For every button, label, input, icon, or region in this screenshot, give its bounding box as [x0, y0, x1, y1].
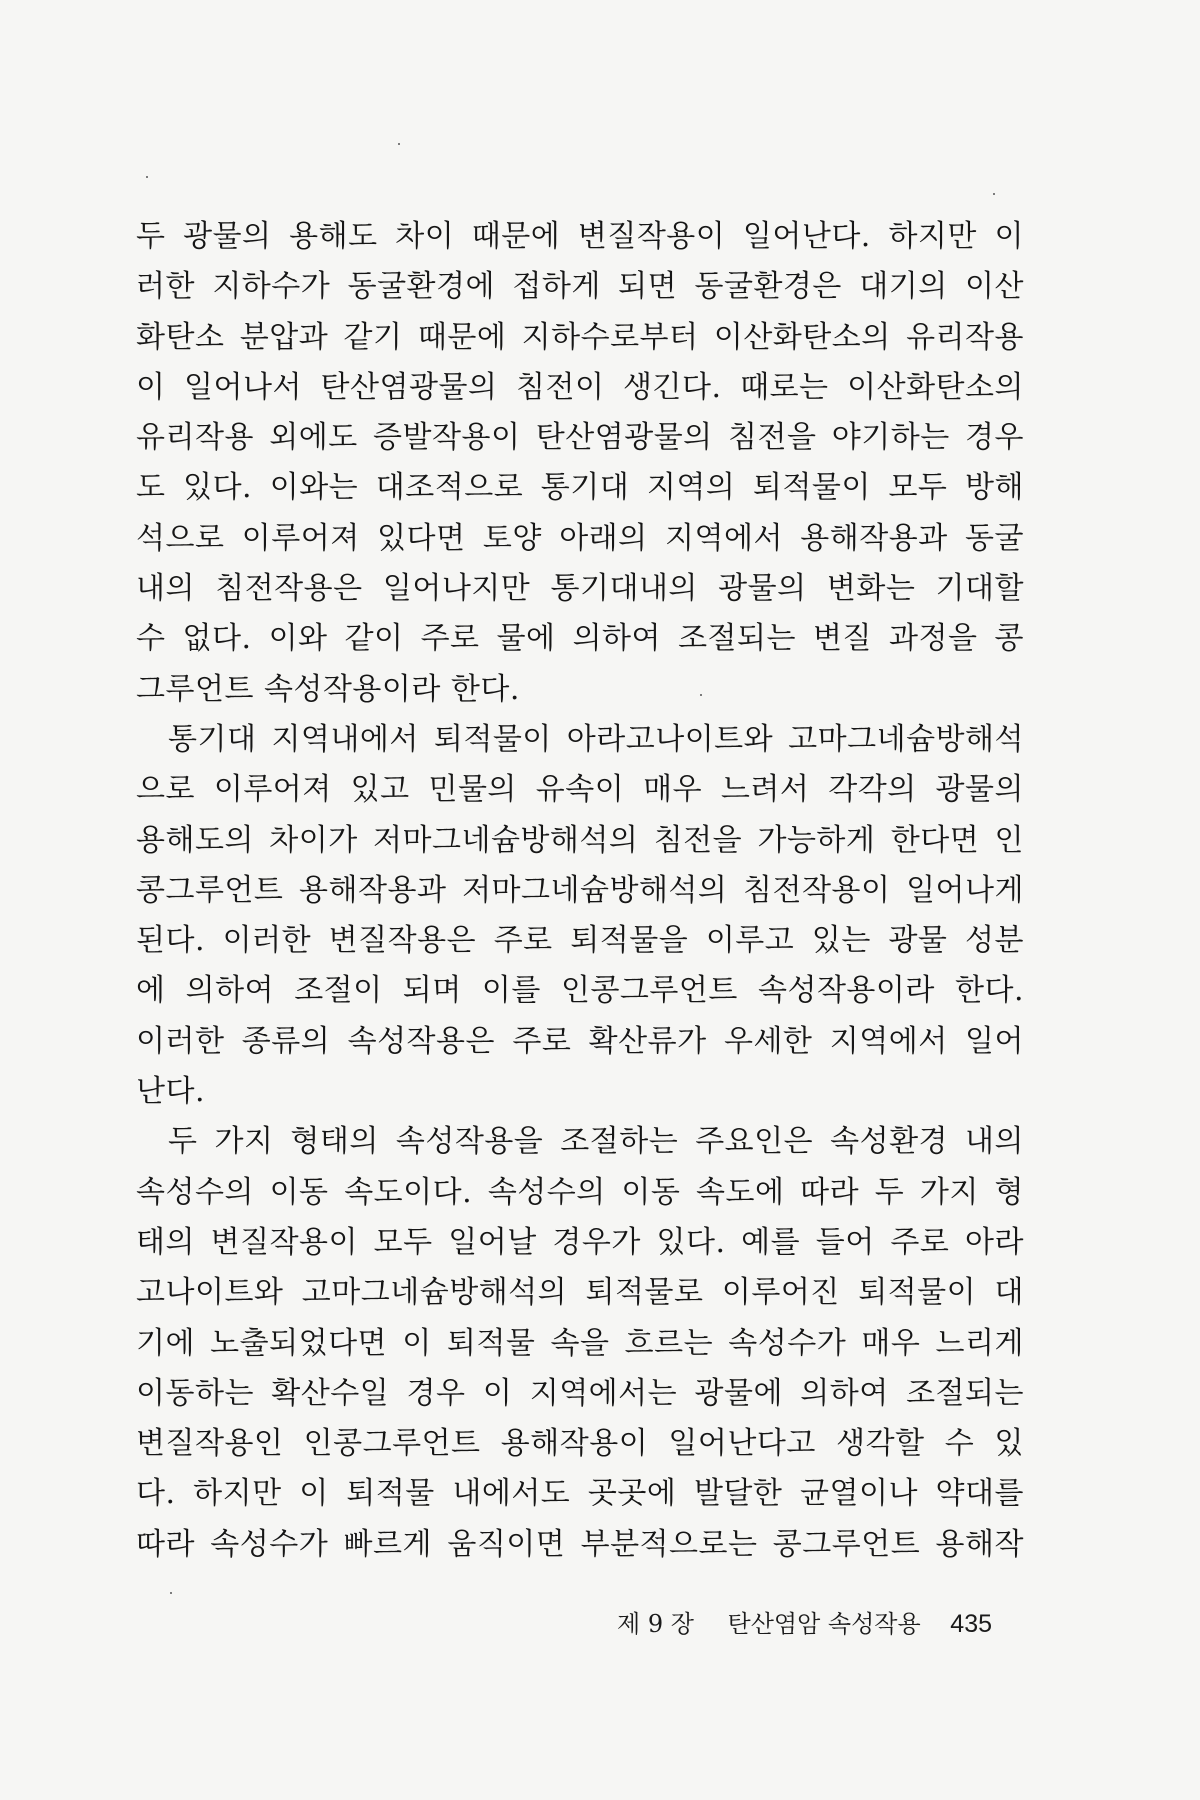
- scan-speck: [146, 176, 148, 178]
- text-line: 수 없다. 이와 같이 주로 물에 의하여 조절되는 변질 과정을 콩: [136, 621, 1024, 657]
- text-line: 그루언트 속성작용이라 한다.: [136, 671, 520, 707]
- text-line: 변질작용인 인콩그루언트 용해작용이 일어난다고 생각할 수 있: [136, 1426, 1024, 1462]
- chapter-title: 탄산염암 속성작용: [727, 1610, 921, 1638]
- scan-speck: [170, 1592, 172, 1594]
- text-line: 으로 이루어져 있고 민물의 유속이 매우 느려서 각각의 광물의: [136, 772, 1024, 808]
- text-line: 이 일어나서 탄산염광물의 침전이 생긴다. 때로는 이산화탄소의: [136, 369, 1024, 405]
- text-line: 이동하는 확산수일 경우 이 지역에서는 광물에 의하여 조절되는: [136, 1375, 1024, 1411]
- text-line: 두 가지 형태의 속성작용을 조절하는 주요인은 속성환경 내의: [168, 1124, 1024, 1160]
- text-line: 된다. 이러한 변질작용은 주로 퇴적물을 이루고 있는 광물 성분: [136, 923, 1024, 959]
- body-text: [136, 212, 1024, 1570]
- page-number: 435: [950, 1610, 993, 1638]
- text-line: 다. 하지만 이 퇴적물 내에서도 곳곳에 발달한 균열이나 약대를: [136, 1476, 1024, 1512]
- text-line: 태의 변질작용이 모두 일어날 경우가 있다. 예를 들어 주로 아라: [136, 1224, 1024, 1260]
- text-line: 석으로 이루어져 있다면 토양 아래의 지역에서 용해작용과 동굴: [136, 520, 1024, 556]
- text-line: 이러한 종류의 속성작용은 주로 확산류가 우세한 지역에서 일어: [136, 1023, 1024, 1059]
- text-line: 화탄소 분압과 같기 때문에 지하수로부터 이산화탄소의 유리작용: [136, 319, 1024, 355]
- text-line: 도 있다. 이와는 대조적으로 통기대 지역의 퇴적물이 모두 방해: [136, 470, 1024, 506]
- chapter-label: 제 9 장: [617, 1610, 694, 1638]
- text-line: 내의 침전작용은 일어나지만 통기대내의 광물의 변화는 기대할: [136, 571, 1024, 607]
- text-line: 에 의하여 조절이 되며 이를 인콩그루언트 속성작용이라 한다.: [136, 973, 1024, 1009]
- text-line: 기에 노출되었다면 이 퇴적물 속을 흐르는 속성수가 매우 느리게: [136, 1325, 1024, 1361]
- text-line: 용해도의 차이가 저마그네슘방해석의 침전을 가능하게 한다면 인: [136, 822, 1024, 858]
- text-line: 두 광물의 용해도 차이 때문에 변질작용이 일어난다. 하지만 이: [136, 219, 1024, 254]
- text-line: 콩그루언트 용해작용과 저마그네슘방해석의 침전작용이 일어나게: [136, 872, 1024, 908]
- text-line: 속성수의 이동 속도이다. 속성수의 이동 속도에 따라 두 가지 형: [136, 1174, 1024, 1210]
- text-line: 러한 지하수가 동굴환경에 접하게 되면 동굴환경은 대기의 이산: [136, 269, 1024, 305]
- text-line: 통기대 지역내에서 퇴적물이 아라고나이트와 고마그네슘방해석: [168, 721, 1024, 757]
- scan-speck: [993, 193, 995, 195]
- text-line: 난다.: [136, 1074, 205, 1110]
- running-footer: [617, 1604, 992, 1639]
- text-line: 고나이트와 고마그네슘방해석의 퇴적물로 이루어진 퇴적물이 대: [136, 1275, 1024, 1311]
- scan-speck: [398, 143, 400, 145]
- text-line: 유리작용 외에도 증발작용이 탄산염광물의 침전을 야기하는 경우: [136, 420, 1024, 456]
- text-line: 따라 속성수가 빠르게 움직이면 부분적으로는 콩그루언트 용해작: [136, 1526, 1024, 1562]
